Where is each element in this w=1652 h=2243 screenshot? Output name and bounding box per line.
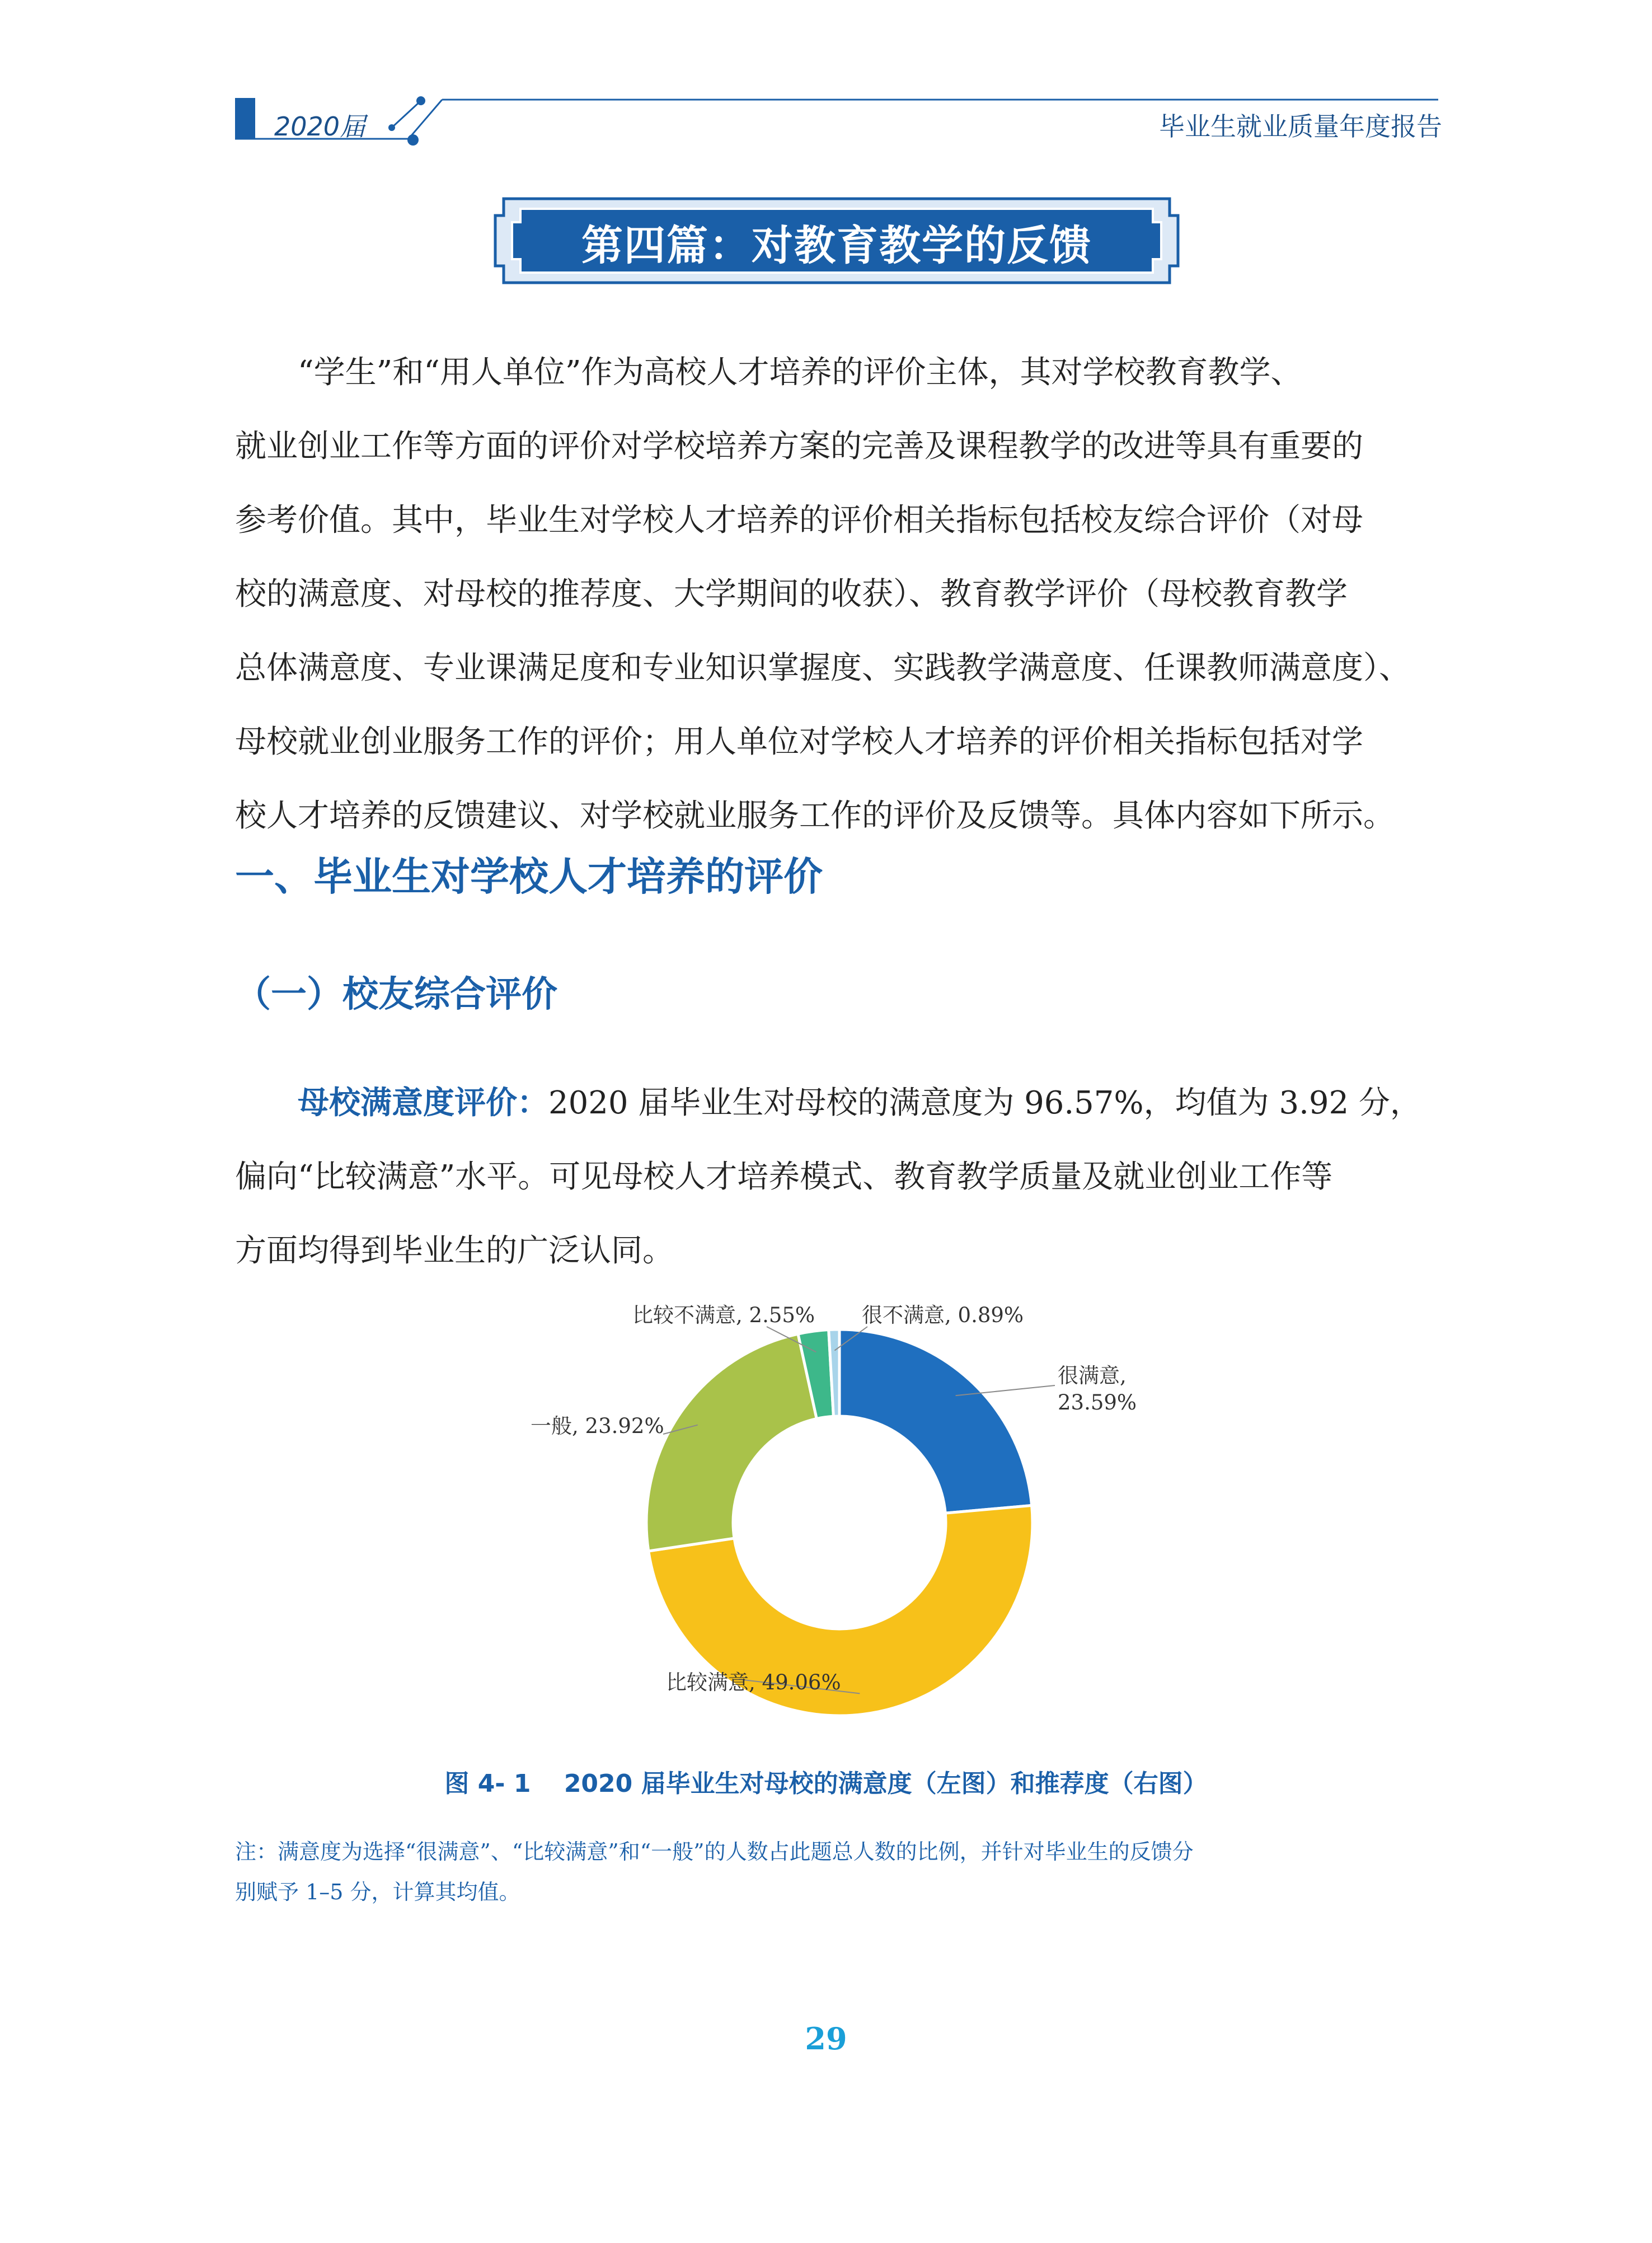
figure-note [235,1832,1421,1912]
satisfaction-paragraph [235,1066,1421,1288]
label-very-dissatisfied: 很不满意, 0.89% [862,1303,1024,1327]
chapter-title: 第四篇：对教育教学的反馈 [581,222,1092,270]
label-average: 一般, 23.92% [531,1414,664,1438]
intro-line: “学生”和“用人单位”作为高校人才培养的评价主体，其对学校教育教学、 [298,354,1302,391]
slice-average [646,1334,816,1551]
intro-line: 总体满意度、专业课满足度和专业知识掌握度、实践教学满意度、任课教师满意度）、 [235,650,1410,686]
label-fairly-satisfied: 比较满意, 49.06% [666,1670,841,1694]
slice-very-satisfied [839,1329,1032,1513]
section-heading: 一、毕业生对学校人才培养的评价 [235,854,823,900]
header-year-label: 2020届 [274,111,366,142]
intro-paragraph [235,336,1421,853]
header-report-title: 毕业生就业质量年度报告 [1159,111,1442,142]
subsection-heading: （一）校友综合评价 [235,974,557,1015]
satisfaction-lead: 母校满意度评价： [298,1085,548,1121]
intro-line: 校人才培养的反馈建议、对学校就业服务工作的评价及反馈等。具体内容如下所示。 [235,798,1395,834]
figure-note-line: 注：满意度为选择“很满意”、“比较满意”和“一般”的人数占此题总人数的比例，并针对毕业生的反馈分 [235,1839,1194,1864]
intro-line: 母校就业创业服务工作的评价；用人单位对学校人才培养的评价相关指标包括对学 [235,724,1363,760]
intro-line: 校的满意度、对母校的推荐度、大学期间的收获）、教育教学评价（母校教育教学 [235,576,1348,612]
figure-caption: 图 4- 1 2020 届毕业生对母校的满意度（左图）和推荐度（右图） [444,1769,1208,1798]
satisfaction-donut-chart [504,1287,1175,1763]
satisfaction-line: 方面均得到毕业生的广泛认同。 [235,1233,674,1269]
label-very-satisfied: 很满意, [1058,1364,1127,1388]
figure-note-line: 别赋予 1–5 分，计算其均值。 [235,1880,520,1904]
page-number: 29 [805,2021,847,2057]
satisfaction-text: 2020 届毕业生对母校的满意度为 96.57%，均值为 3.92 分， [548,1085,1421,1121]
satisfaction-line: 偏向“比较满意”水平。可见母校人才培养模式、教育教学质量及就业创业工作等 [235,1159,1333,1195]
satisfaction-line [235,1066,1421,1140]
intro-line: 就业创业工作等方面的评价对学校培养方案的完善及课程教学的改进等具有重要的 [235,428,1363,465]
intro-line: 参考价值。其中，毕业生对学校人才培养的评价相关指标包括校友综合评价（对母 [235,502,1363,538]
donut-slices [646,1329,1032,1716]
label-very-dissatisfied-left: 比较不满意, 2.55% [632,1303,815,1327]
label-very-satisfied-pct: 23.59% [1058,1390,1137,1415]
